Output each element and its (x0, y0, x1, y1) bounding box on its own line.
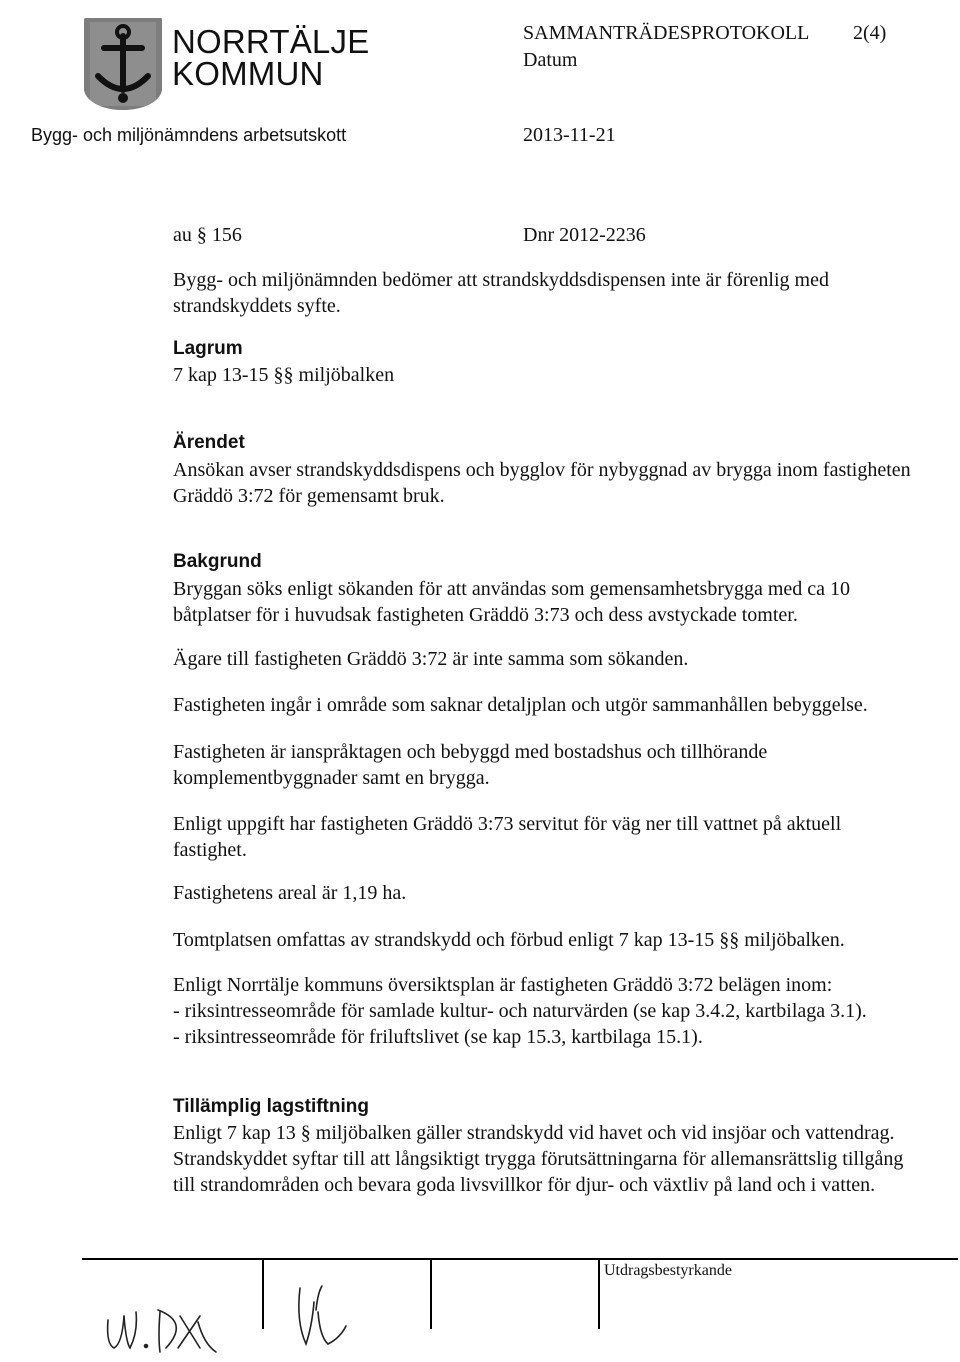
handwritten-initials (100, 1282, 430, 1360)
page-number: 2(4) (853, 22, 887, 44)
bakgrund-paragraph-1 (173, 576, 933, 628)
bakgrund-p8-line2: - riksintresseområde för samlade kultur- och naturvärden (se kap 3.4.2, kartbilaga 3.1). (173, 1000, 867, 1022)
tillamplig-line2: Strandskyddet syftar till att långsiktigt trygga förutsättningarna för allemansrättslig tillgång (173, 1148, 904, 1170)
decision-intro-line1: Bygg- och miljönämnden bedömer att strandskyddsdispensen inte är förenlig med (173, 269, 829, 291)
paragraph-number: au § 156 (173, 224, 242, 246)
tillamplig-heading: Tillämplig lagstiftning (173, 1096, 369, 1117)
tillamplig-text (173, 1120, 933, 1198)
tillamplig-line3: till strandområden och bevara goda livsvillkor för djur- och växtliv på land och i vatten. (173, 1174, 876, 1196)
bakgrund-p8-line1: Enligt Norrtälje kommuns översiktsplan är fastigheten Gräddö 3:72 belägen inom: (173, 974, 833, 996)
bakgrund-heading: Bakgrund (173, 551, 262, 572)
bakgrund-paragraph-5 (173, 811, 933, 863)
extract-certification-label: Utdragsbestyrkande (604, 1262, 732, 1279)
anchor-emblem-icon (84, 18, 162, 110)
arendet-line1: Ansökan avser strandskyddsdispens och bygglov för nybyggnad av brygga inom fastigheten (173, 459, 911, 481)
bakgrund-p8-line3: - riksintresseområde för friluftslivet (se kap 15.3, kartbilaga 15.1). (173, 1026, 703, 1048)
municipality-name (172, 23, 370, 92)
committee-name: Bygg- och miljönämndens arbetsutskott (31, 125, 347, 145)
bakgrund-paragraph-2: Ägare till fastigheten Gräddö 3:72 är inte samma som sökanden. (173, 648, 689, 670)
bakgrund-paragraph-8 (173, 972, 933, 1050)
decision-intro-line2: strandskyddets syfte. (173, 295, 341, 317)
lagrum-heading: Lagrum (173, 338, 243, 359)
bakgrund-p1-line2: båtplatser för i huvudsak fastigheten Gräddö 3:73 och dess avstyckade tomter. (173, 604, 798, 626)
arendet-heading: Ärendet (173, 432, 245, 453)
bakgrund-p1-line1: Bryggan söks enligt sökanden för att användas som gemensamhetsbrygga med ca 10 (173, 578, 851, 600)
footer-divider-2 (430, 1259, 432, 1329)
bakgrund-p5-line1: Enligt uppgift har fastigheten Gräddö 3:73 servitut för väg ner till vattnet på aktuell (173, 813, 842, 835)
municipality-logo (84, 18, 162, 110)
document-title: SAMMANTRÄDESPROTOKOLL (523, 22, 810, 44)
dnr-number: Dnr 2012-2236 (523, 224, 646, 246)
bakgrund-p4-line1: Fastigheten är ianspråktagen och bebyggd med bostadshus och tillhörande (173, 741, 768, 763)
footer-divider-3 (598, 1259, 600, 1329)
tillamplig-line1: Enligt 7 kap 13 § miljöbalken gäller strandskydd vid havet och vid insjöar och vattendrag. (173, 1122, 895, 1144)
meeting-date: 2013-11-21 (523, 124, 616, 146)
bakgrund-paragraph-6: Fastighetens areal är 1,19 ha. (173, 882, 407, 904)
footer-rule (82, 1258, 958, 1260)
municipality-name-line2: KOMMUN (172, 55, 324, 92)
lagrum-text: 7 kap 13-15 §§ miljöbalken (173, 364, 395, 386)
bakgrund-paragraph-7: Tomtplatsen omfattas av strandskydd och förbud enligt 7 kap 13-15 §§ miljöbalken. (173, 929, 845, 951)
decision-intro (173, 267, 933, 319)
date-label: Datum (523, 49, 578, 71)
arendet-text (173, 457, 933, 509)
bakgrund-p4-line2: komplementbyggnader samt en brygga. (173, 767, 490, 789)
arendet-line2: Gräddö 3:72 för gemensamt bruk. (173, 485, 445, 507)
bakgrund-paragraph-3: Fastigheten ingår i område som saknar detaljplan och utgör sammanhållen bebyggelse. (173, 694, 868, 716)
municipality-name-line1: NORRTÄLJE (172, 23, 370, 60)
bakgrund-p5-line2: fastighet. (173, 839, 247, 861)
bakgrund-paragraph-4 (173, 739, 933, 791)
